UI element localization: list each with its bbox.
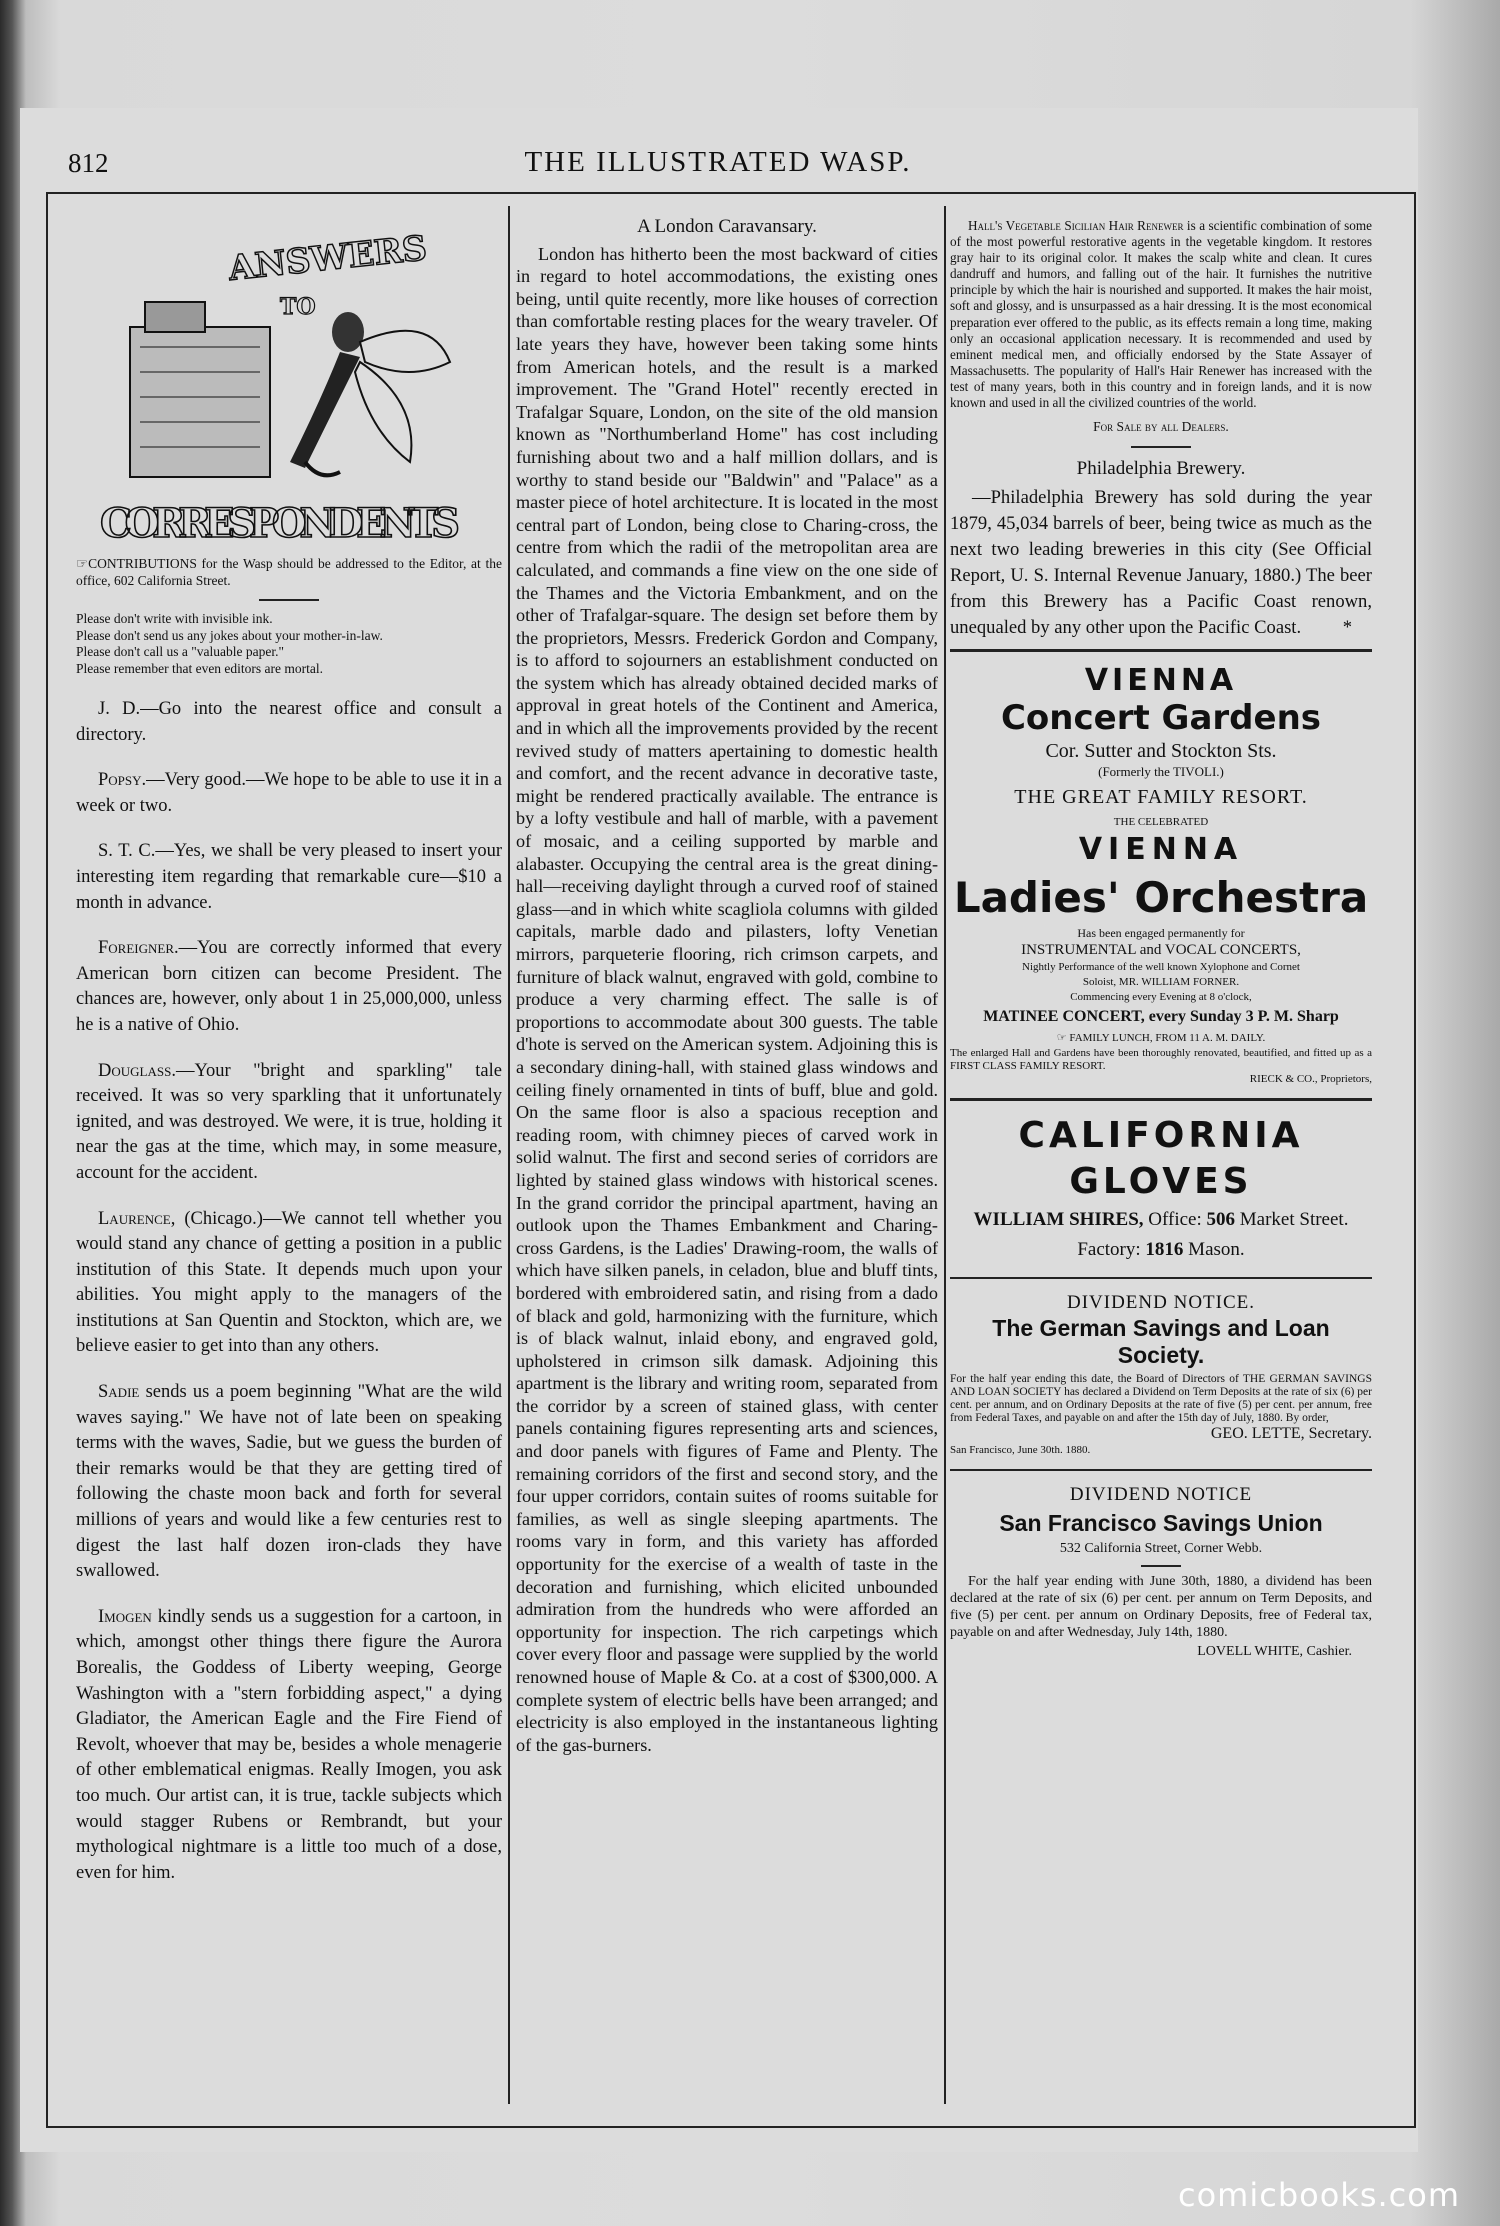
- rule: [1141, 1565, 1181, 1567]
- gloves-address: WILLIAM SHIRES, Office: 506 Market Street. Factory: 1816 Mason.: [973, 1209, 1349, 1261]
- german-heading: DIVIDEND NOTICE.: [1066, 1292, 1256, 1314]
- ladies-orchestra-title: Ladies' Orchestra: [953, 873, 1369, 923]
- note: Please remember that even editors are mortal.: [76, 660, 324, 676]
- answers-to-correspondents-illustration: [90, 232, 470, 562]
- vienna-soloist: Soloist, MR. WILLIAM FORNER.: [1082, 976, 1240, 989]
- halls-footer: For Sale by all Dealers.: [1093, 419, 1229, 435]
- sfsu-title: San Francisco Savings Union: [999, 1510, 1323, 1537]
- rule: [950, 1469, 1372, 1471]
- gloves-title: GLOVES: [1069, 1161, 1253, 1203]
- answer-item: Foreigner.—You are correctly informed that every American born citizen can become President. The chances are, however, only about 1 in 25,000,000, unless he is a native of Ohio.: [76, 938, 502, 1035]
- answer-item: S. T. C.—Yes, we shall be very pleased to insert your interesting item regarding that remarkable cure—$10 a month in advance.: [76, 841, 502, 913]
- vienna-celebrated: THE CELEBRATED: [1113, 816, 1209, 829]
- page-header: [46, 142, 1390, 182]
- rule: [259, 599, 319, 601]
- vienna-matinee: MATINEE CONCERT, every Sunday 3 P. M. Sharp: [983, 1008, 1339, 1026]
- vienna-formerly: (Formerly the TIVOLI.): [1098, 764, 1224, 780]
- sfsu-heading: DIVIDEND NOTICE: [1069, 1484, 1253, 1506]
- german-savings-ad: [950, 1291, 1372, 1457]
- vienna-proprietors: RIECK & CO., Proprietors,: [1249, 1073, 1372, 1086]
- sfsu-address: 532 California Street, Corner Webb.: [1059, 1541, 1263, 1557]
- california-gloves-ad: [950, 1113, 1372, 1265]
- article-body: London has hitherto been the most backward of cities in regard to hotel accommodations, the existing ones being, until quite recently, more like houses of correction than comfortable resting places for the weary traveler. Of late years they have, however been taking some hints from American hotels, and the result is a marked improvement. The "Grand Hotel" recently erected in Trafalgar Square, London, on the site of the old mansion known as "Northumberland Home" has cost including furnishing about two and a half million dollars, and is worthy to stand beside our "Baldwin" and "Palace" as a master piece of hotel architecture. It is located in the most central part of London, being close to Charing-cross, the centre from which the radii of the metropolitan area are calculated, and commands a fine view on the one side of the Thames and the Victoria Embankment, and on the other of Trafalgar-square. The design set before them by the proprietors, Messrs. Frederick Gordon and Company, is to afford to sojourners an establishment conducted on the system which has already obtained decided marks of approval in great hotels of the Continent and America, and in which all the improvements provided by the recent revived study of matters apertaining to domestic health and comfort, and the recent advance in decorative taste, might be rendered practically available. The entrance is by a lofty vestibule and hall of marble, with a pavement of mosaic, and a ceiling supported by marble and alabaster. Occupying the central area is the great dining-hall—receiving daylight through a curved roof of stained glass—and in which white scagliola columns with gilded capitals, marble dado and pilasters, lofty Venetian mirrors, parqueterie flooring, rich crimson carpets, and furniture of black walnut, engraved with gold, combine to produce a very charming effect. The salle is of proportions to accommodate about 300 guests. The table d'hote is served on the American system. Adjoining this is a secondary dining-hall, with stained glass windows and ceiling finely ornamented in tints of buff, blue and gold. On the same floor is also a spacious reception and reading room, with chimney pieces of carved work in solid walnut. The first and second series of corridors are lighted by stained glass windows with historical scenes. In the grand corridor the principal apartment, having an outlook upon the Thames Embankment and Charing-cross Gardens, is the Ladies' Drawing-room, the walls of which have silken panels, in celadon, blue and bluff tints, bordered with embroidered satin, and rising from a dado of black and gold, harmonizing with the furniture, which is of black walnut, inlaid ebony, and engraved gold, upholstered in crimson silk damask. Adjoining this apartment is the library and writing room, separated from the corridor by a screen of stained glass, with center panels containing figures representing arts and sciences, and door panels with figures of Fame and Plenty. The remaining corridors of the first and second story, and the four upper corridors, contain suites of rooms suitable for families, as well as single sleeping apartments. The rooms vary in form, and this variety has afforded opportunity for the exercise of a wealth of taste in the decoration and furnishing, which elicited unbounded admiration from the hundreds who were afforded an opportunity for inspection. The rich carpetings which cover every floor and passage were supplied by the world renowned house of Maple & Co. at a cost of $300,000. A complete system of electric bells have been arranged; and electricity is also employed in the instantaneous lighting of the gas-burners.: [516, 243, 938, 1755]
- vienna-family-resort: THE GREAT FAMILY RESORT.: [1014, 786, 1308, 809]
- masthead: THE ILLUSTRATED WASP.: [524, 146, 912, 178]
- article-column: [516, 216, 938, 1756]
- vienna-enlarged: The enlarged Hall and Gardens have been thoroughly renovated, beautified, and fitted up as a FIRST CLASS FAMILY RESORT.: [950, 1047, 1372, 1073]
- vienna-title-2: VIENNA: [1078, 832, 1244, 868]
- art-title-mid: TO: [280, 294, 316, 320]
- editor-notes: [76, 611, 502, 677]
- watermark: comicbooks.com: [1177, 2176, 1460, 2214]
- vienna-title: VIENNA: [1084, 663, 1238, 699]
- sfsu-signature: LOVELL WHITE, Cashier.: [1197, 1644, 1352, 1660]
- vienna-engaged: Has been engaged permanently for: [1077, 926, 1245, 941]
- rule: [950, 1277, 1372, 1279]
- halls-hair-renewer-ad: Hall's Vegetable Sicilian Hair Renewer is a scientific combination of some of the most powerful restorative agents in the vegetable kingdom. It restores gray hair to its original color. It makes the scalp white and clean. It cures dandruff and humors, and falling out of the hair. It furnishes the nutritive principle by which the hair is nourished and supported. It makes the hair moist, soft and glossy, and is unsurpassed as a hair dressing. It is the most economical preparation ever offered to the public, as its effects remain a long time, making only an occasional application necessary. It is recommended and used by eminent medical men, and officially endorsed by the State Assayer of Massachusetts. The popularity of Hall's Hair Renewer has increased with the test of many years, both in this country and in foreign lands, and it is now known and used in all the civilized countries of the world.: [950, 218, 1373, 411]
- vienna-address: Cor. Sutter and Stockton Sts.: [1045, 740, 1277, 763]
- note: Please don't send us any jokes about your mother-in-law.: [76, 627, 383, 643]
- california-title: CALIFORNIA: [1018, 1115, 1304, 1157]
- german-date: San Francisco, June 30th. 1880.: [950, 1444, 1091, 1457]
- column-rule-2: [944, 206, 946, 2104]
- vienna-nightly: Nightly Performance of the well known Xylophone and Cornet: [1022, 961, 1300, 974]
- article-title: A London Caravansary.: [637, 216, 817, 237]
- sfsu-body: For the half year ending with June 30th, 1880, a dividend has been declared at the rate of six (6) per cent. per annum on Term Deposits, and five (5) per cent. per annum on Ordinary Deposits, free of Federal tax, payable on and after Wednesday, July 14th, 1880.: [950, 1574, 1372, 1641]
- art-title-top: ANSWERS: [226, 232, 429, 289]
- brewery-title: Philadelphia Brewery.: [1076, 457, 1246, 479]
- vienna-concerts: INSTRUMENTAL and VOCAL CONCERTS,: [1021, 942, 1301, 959]
- german-signature: GEO. LETTE, Secretary.: [1210, 1425, 1372, 1443]
- vienna-concert-gardens-ad: [950, 664, 1372, 1086]
- brewery-star: *: [1342, 617, 1352, 639]
- ads-column: [950, 218, 1372, 1663]
- german-body: For the half year ending this date, the Board of Directors of THE GERMAN SAVINGS AND LOAN SOCIETY has declared a Dividend on Term Deposits at the rate of six (6) per cent. per annum, and on Ordinary Deposits at the rate of five (5) per cent. per annum, free from Federal Taxes, and payable on and after the 15th day of July, 1880. By order,: [950, 1373, 1372, 1425]
- column-rule-1: [508, 206, 510, 2104]
- concert-gardens-title: Concert Gardens: [1000, 698, 1322, 739]
- rule: [1131, 446, 1191, 448]
- answer-item: Imogen kindly sends us a suggestion for a cartoon, in which, amongst other things there figure the Aurora Borealis, the Goddess of Liberty weeping, George Washington with a "stern forbidding aspect," a dying Gladiator, the American Eagle and the Fire Fiend of Revolt, whoever that may be, besides a whole menagerie of other emblematical enigmas. Really Imogen, you ask too much. Our artist can, it is true, tackle subjects which would stagger Rubens or Rembrandt, but your mythological nightmare is a little too much of a dose, even for him.: [76, 1606, 502, 1883]
- rule: [950, 649, 1372, 652]
- answer-item: J. D.—Go into the nearest office and consult a directory.: [76, 699, 502, 745]
- note: Please don't write with invisible ink.: [76, 611, 273, 626]
- answer-item: Popsy.—Very good.—We hope to be able to use it in a week or two.: [76, 770, 502, 816]
- note: Please don't call us a "valuable paper.": [76, 644, 285, 659]
- correspondents-column: [76, 556, 502, 1906]
- sf-savings-union-ad: [950, 1483, 1372, 1663]
- brewery-text: —Philadelphia Brewery has sold during the year 1879, 45,034 barrels of beer, being twice as much as the next two leading breweries in this city (See Official Report, U. S. Internal Revenue January, 1880.) The beer from this Brewery has a Pacific Coast renown, unequaled by any other upon the Pacific Coast. *: [950, 485, 1372, 641]
- german-title: The German Savings and Loan Society.: [992, 1315, 1330, 1369]
- vienna-commencing: Commencing every Evening at 8 o'clock,: [1070, 991, 1252, 1004]
- answer-item: Sadie sends us a poem beginning "What are the wild waves saying." We have not of late been on speaking terms with the waves, Sadie, but we guess the burden of their remarks would be that they are getting tired of following the chaste moon back and forth for several millions of years and would like a few centuries rest to digest the last half dozen iron-clads they have swallowed.: [76, 1382, 502, 1582]
- contributions-notice: ☞CONTRIBUTIONS for the Wasp should be addressed to the Editor, at the office, 602 California Street.: [76, 556, 502, 588]
- vienna-lunch: ☞ FAMILY LUNCH, FROM 11 A. M. DAILY.: [1056, 1032, 1266, 1045]
- answer-item: Laurence, (Chicago.)—We cannot tell whether you would stand any chance of getting a position in a public institution of this State. It depends much upon your abilities. You might apply to the managers of the institutions at San Quentin and Stockton, which are, we believe easier to get into than any others.: [76, 1208, 502, 1357]
- page-number: 812: [68, 148, 109, 178]
- art-title-bottom: CORRESPONDENTS: [100, 500, 460, 547]
- rule: [950, 1098, 1372, 1101]
- answer-item: Douglass.—Your "bright and sparkling" tale received. It was so very sparkling that it unfortunately ignited, and was destroyed. We were, it is true, holding it near the gas at the time, which may, in some measure, account for the accident.: [76, 1060, 502, 1183]
